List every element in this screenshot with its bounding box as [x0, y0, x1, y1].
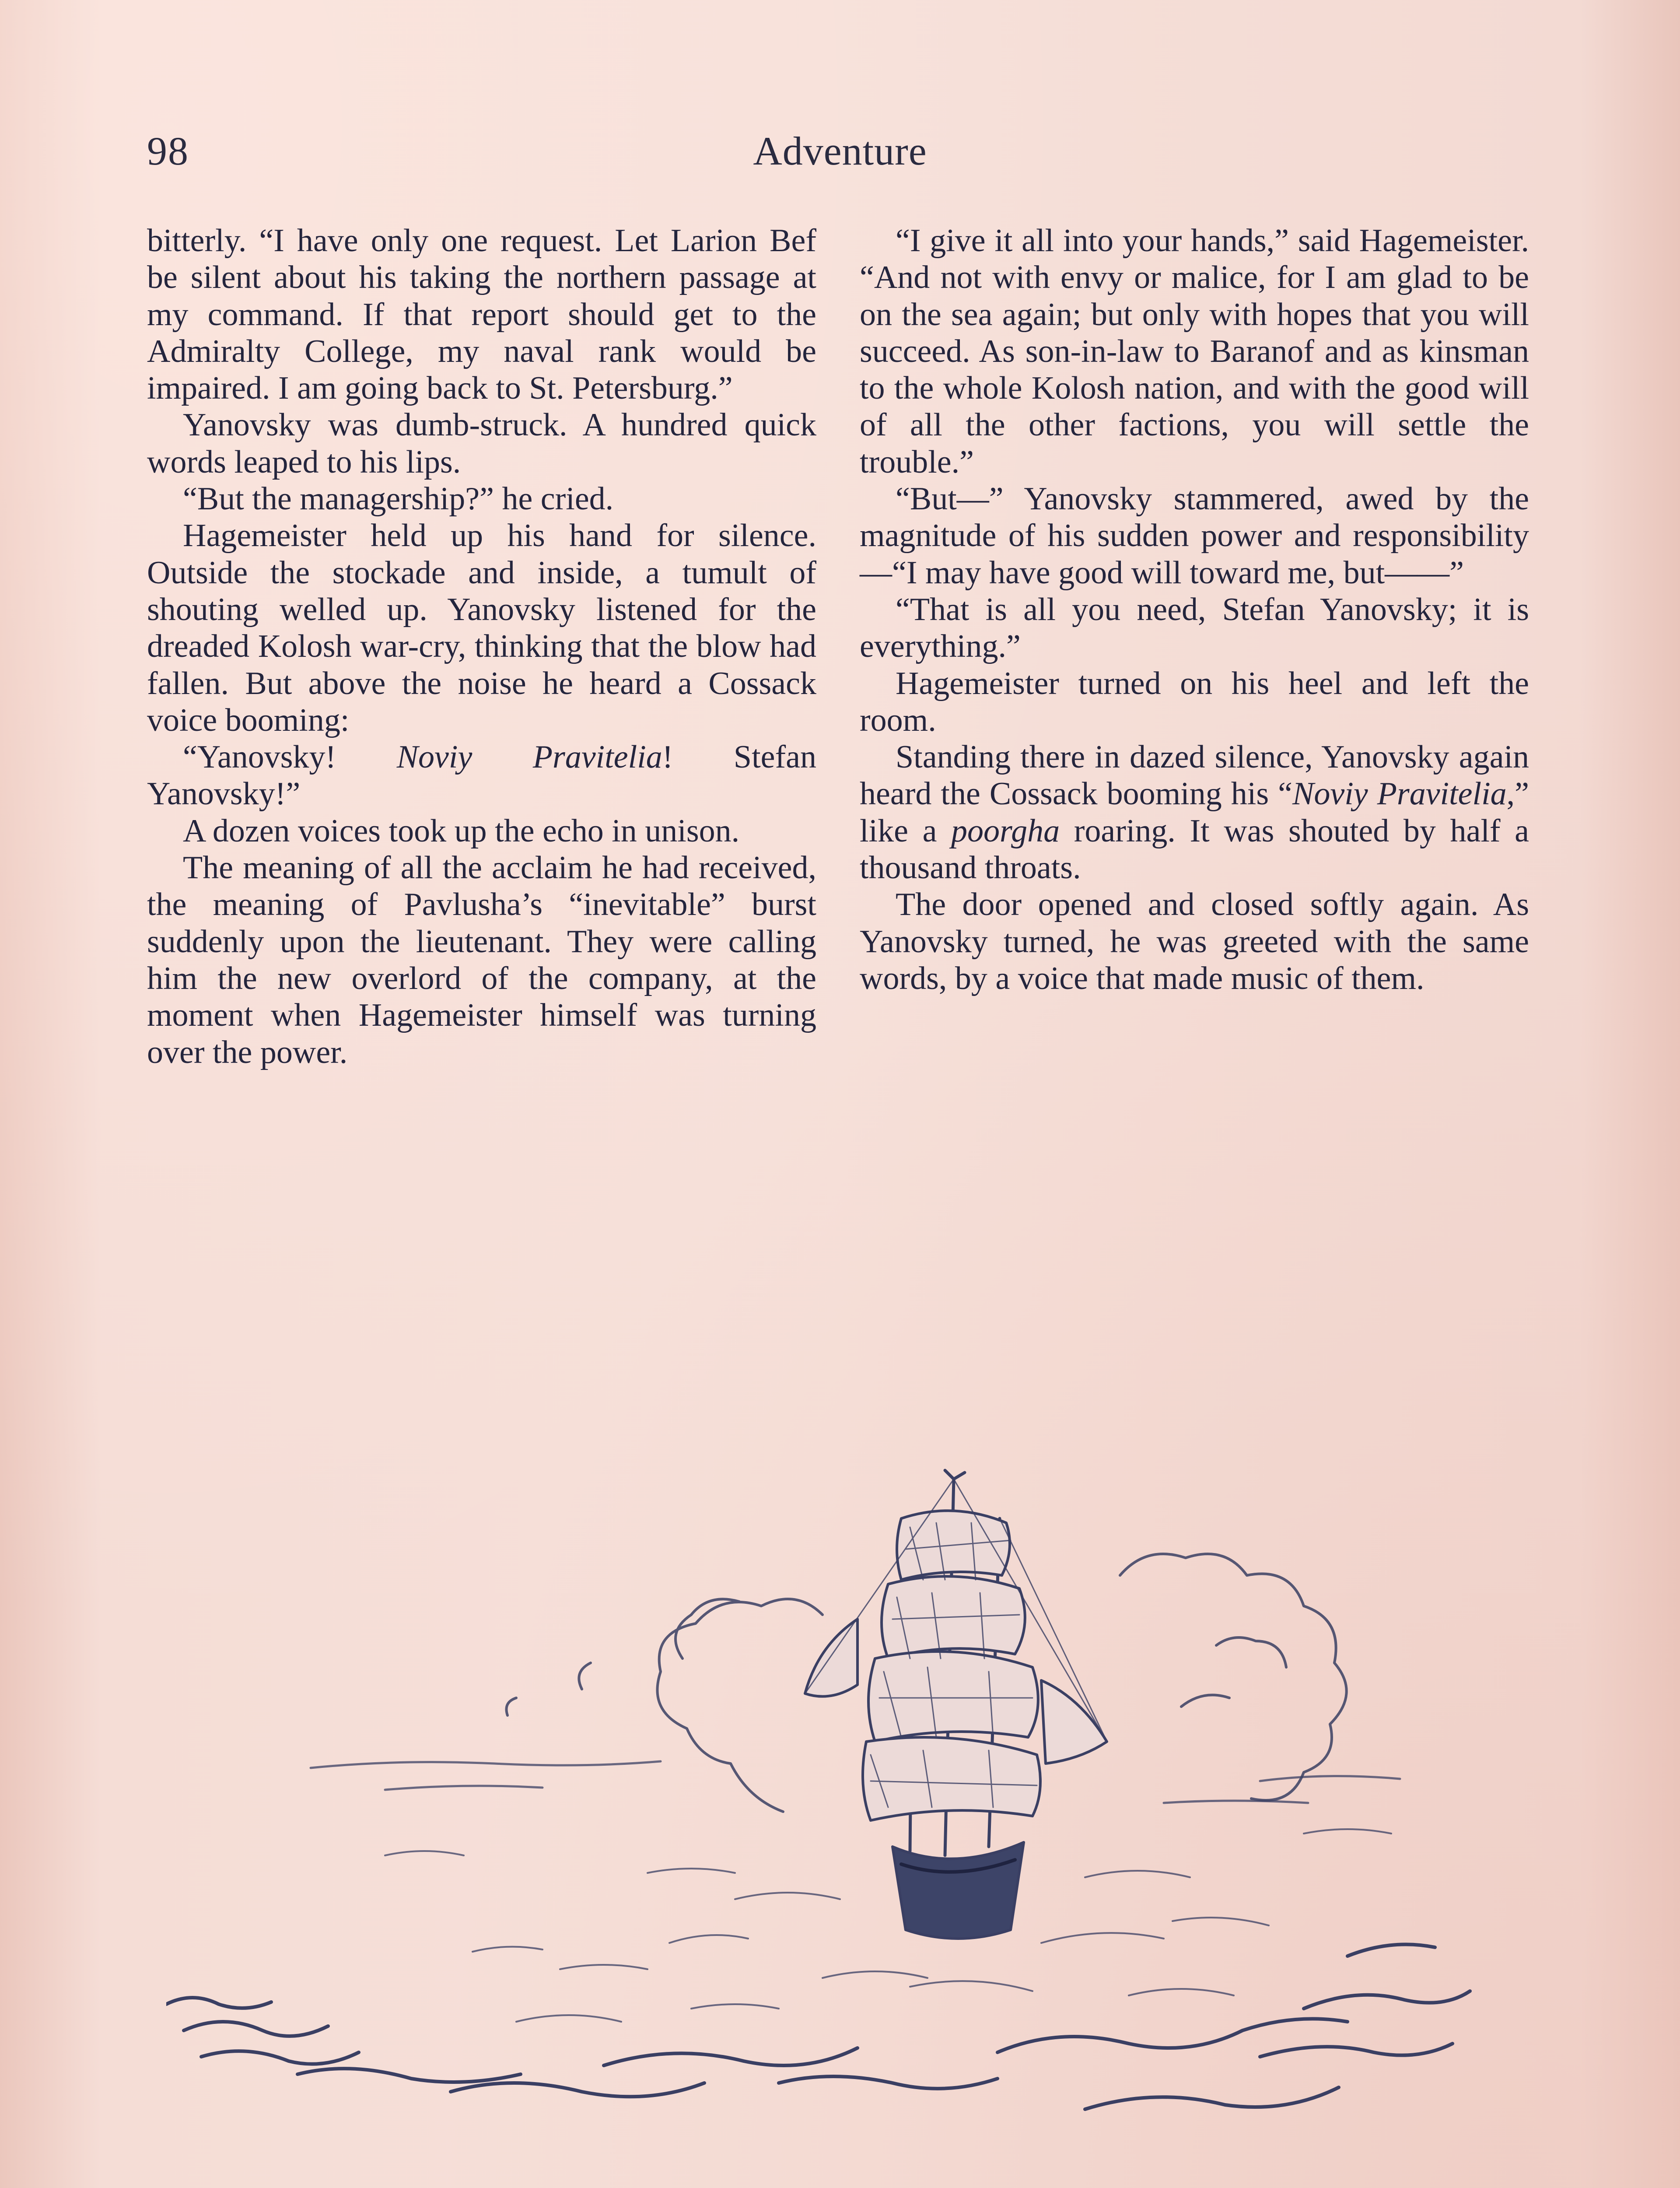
text-segment: Hagemeister held up his hand for silence. Outside the stockade and inside, a tumult of shouting welled up. Yanovsky listened for the dreaded Kolosh war-cry, thinking that the blow had fallen. But above the noise he heard a Cossack voice booming:	[147, 518, 816, 738]
paragraph	[147, 222, 816, 407]
paragraph	[860, 886, 1529, 997]
italic-text: Noviy Pravitelia	[396, 739, 662, 775]
ship-sails	[805, 1511, 1107, 1820]
text-segment: A dozen voices took up the echo in unison.	[183, 813, 740, 849]
paragraph	[147, 813, 816, 849]
paragraph	[860, 222, 1529, 480]
text-segment: Hagemeister turned on his heel and left the room.	[860, 665, 1529, 738]
sea-waves	[166, 1944, 1470, 2109]
paragraph	[860, 480, 1529, 591]
paragraph	[147, 849, 816, 1071]
horizon-lines	[311, 1761, 1400, 1803]
text-segment: bitterly. “I have only one request. Let Larion Bef be silent about his taking the northern passage at my command. If that report should get to the Admiralty College, my naval rank would be impaired. I am going back to St. Petersburg.”	[147, 223, 816, 407]
text-segment: “But—” Yanovsky stammered, awed by the magnitude of his sudden power and responsibility—“I may have good will toward me, but——”	[860, 481, 1529, 591]
paragraph	[860, 739, 1529, 886]
text-segment: “But the managership?” he cried.	[183, 481, 614, 517]
paragraph	[147, 480, 816, 517]
text-segment: Standing there in dazed silence, Yanovsky again heard the Cossack booming his “	[860, 739, 1529, 812]
cloud-right	[1120, 1554, 1347, 1800]
text-segment: The meaning of all the acclaim he had received, the meaning of Pavlusha’s “inevitable” burst suddenly upon the lieutenant. They were calling him the new overlord of the company, at the moment when Hagemeister himself was turning over the power.	[147, 850, 816, 1070]
italic-text: poorgha	[951, 813, 1060, 849]
text-segment: roaring. It was shouted by half a thousand throats.	[860, 813, 1529, 886]
text-segment: Yanovsky was dumb-struck. A hundred quick words leaped to his lips.	[147, 407, 816, 480]
sailing-ship-illustration	[166, 1374, 1514, 2144]
text-segment: The door opened and closed softly again. As Yanovsky turned, he was greeted with the same words, by a voice that made music of them.	[860, 887, 1529, 996]
paragraph	[147, 407, 816, 480]
italic-text: Noviy Pravitelia	[1292, 776, 1507, 812]
text-segment: “I give it all into your hands,” said Hagemeister. “And not with envy or malice, for I am glad to be on the sea again; but only with hopes that you will succeed. As son-in-law to Baranof and as kinsman to the whole Kolosh nation, and with the good will of all the other factions, you will settle the trouble.”	[860, 223, 1529, 480]
right-text-column	[860, 222, 1529, 997]
text-segment: ,” like a	[860, 776, 1529, 849]
wave-hatching	[385, 1829, 1391, 2022]
paragraph	[860, 591, 1529, 665]
page-number: 98	[147, 129, 189, 173]
text-segment: “Yanovsky!	[183, 739, 397, 775]
text-segment: ! Stefan Yanovsky!”	[147, 739, 816, 812]
running-head-title: Adventure	[753, 129, 927, 173]
ship-hull	[892, 1842, 1024, 1939]
paragraph	[147, 739, 816, 813]
left-text-column	[147, 222, 816, 1071]
cloud-left	[507, 1599, 823, 1812]
paragraph	[147, 517, 816, 739]
text-segment: “That is all you need, Stefan Yanovsky; it is everything.”	[860, 591, 1529, 665]
paragraph	[860, 665, 1529, 739]
